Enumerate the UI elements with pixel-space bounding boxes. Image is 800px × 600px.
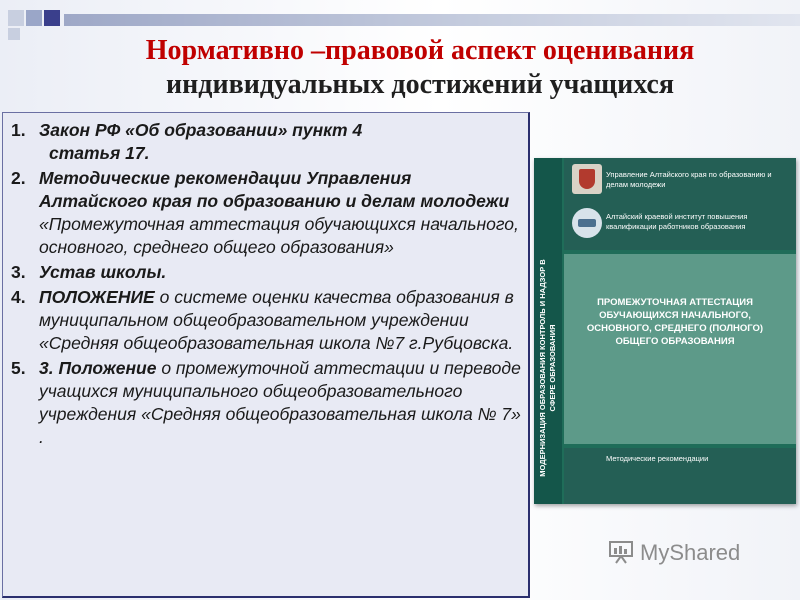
- title-line-2: индивидуальных достижений учащихся: [166, 69, 674, 100]
- title-line-1: Нормативно –правовой аспект оценивания: [145, 35, 695, 66]
- decor-square: [8, 28, 20, 40]
- decor-band: [64, 14, 800, 26]
- list-item: [11, 261, 522, 284]
- item-bold-text: Устав школы.: [39, 262, 167, 282]
- decor-square: [26, 10, 42, 26]
- document-list: [3, 113, 528, 449]
- coat-of-arms-icon: [572, 164, 602, 194]
- book-cover-image: [534, 158, 796, 504]
- book-institute: Алтайский краевой институт повышения квалификации работников образования: [606, 212, 748, 231]
- presentation-icon: [608, 540, 634, 564]
- list-item: [11, 167, 522, 259]
- book-title: ПРОМЕЖУТОЧНАЯ АТТЕСТАЦИЯ ОБУЧАЮЩИХСЯ НАЧАЛЬНОГО, ОСНОВНОГО, СРЕДНЕГО (ПОЛНОГО) ОБЩЕГО ОБРАЗОВАНИЯ: [586, 297, 764, 347]
- list-item: [11, 119, 522, 165]
- list-item: [11, 286, 522, 355]
- item-bold-text: Методические рекомендации Управления Алтайского края по образованию и делам молодежи: [39, 168, 510, 211]
- watermark: [608, 538, 788, 568]
- book-publisher: Управление Алтайского края по образованию и делам молодежи: [606, 170, 772, 189]
- item-bold-text: ПОЛОЖЕНИЕ: [39, 287, 155, 307]
- item-text-continued: статья 17.: [49, 143, 150, 163]
- list-number: 3.: [11, 262, 26, 282]
- list-number: 1.: [11, 120, 26, 140]
- book-subtitle: Методические рекомендации: [606, 454, 709, 463]
- list-number: 5.: [11, 358, 26, 378]
- institute-logo-icon: [572, 208, 602, 238]
- item-text: о системе оценки качества образования в муниципальном общеобразовательном учреждении «Средняя общеобразовательная школа №7 г.Рубцовска.: [39, 287, 514, 353]
- watermark-text: MyShared: [640, 540, 741, 565]
- book-spine-text: МОДЕРНИЗАЦИЯ ОБРАЗОВАНИЯ КОНТРОЛЬ И НАДЗОР В СФЕРЕ ОБРАЗОВАНИЯ: [538, 259, 557, 477]
- decor-square: [8, 10, 24, 26]
- book-main-panel: [564, 254, 796, 444]
- item-bold-text: 3. Положение: [39, 358, 157, 378]
- list-number: 4.: [11, 287, 26, 307]
- decor-square: [44, 10, 60, 26]
- list-item: [11, 357, 522, 449]
- item-text: «Промежуточная аттестация обучающихся начального, основного, среднего общего образования»: [39, 214, 519, 257]
- list-number: 2.: [11, 168, 26, 188]
- content-box: [2, 112, 530, 598]
- item-text: о промежуточной аттестации и переводе учащихся муниципального общеобразовательного учреждения «Средняя общеобразовательная школа № 7» .: [39, 358, 521, 447]
- item-text: Закон РФ «Об образовании» пункт 4: [39, 120, 363, 140]
- slide-title: [60, 34, 780, 102]
